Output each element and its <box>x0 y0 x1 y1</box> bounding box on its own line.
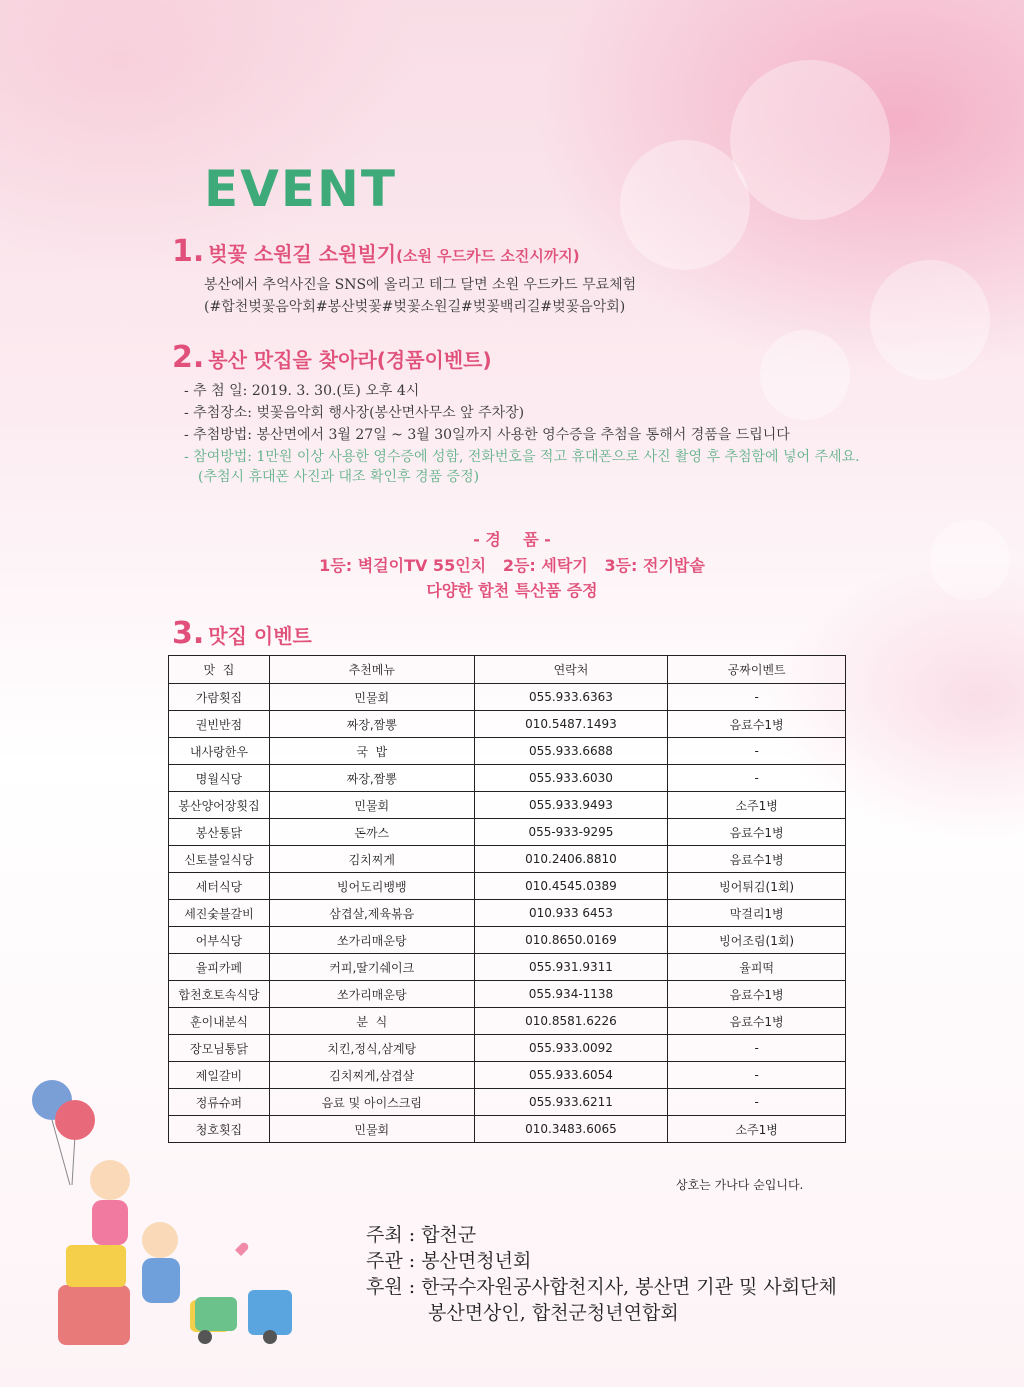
free-event-cell: - <box>668 1062 846 1089</box>
menu-cell: 국 밥 <box>269 738 474 765</box>
phone-cell: 010.2406.8810 <box>474 846 668 873</box>
restaurant-name-cell: 권빈반점 <box>169 711 270 738</box>
phone-cell: 055.933.0092 <box>474 1035 668 1062</box>
table-row <box>169 684 846 711</box>
restaurant-name-cell: 명월식당 <box>169 765 270 792</box>
menu-cell: 쏘가리매운탕 <box>269 927 474 954</box>
free-event-cell: - <box>668 684 846 711</box>
phone-cell: 010.3483.6065 <box>474 1116 668 1143</box>
menu-cell: 음료 및 아이스크림 <box>269 1089 474 1116</box>
draw-place-line: - 추첨장소: 벚꽃음악회 행사장(봉산면사무소 앞 주차장) <box>184 405 525 421</box>
page-title: EVENT <box>204 160 397 218</box>
column-header: 연락처 <box>474 656 668 684</box>
section1-number: 1. <box>172 234 205 269</box>
restaurant-name-cell: 세터식당 <box>169 873 270 900</box>
restaurant-name-cell: 정류슈퍼 <box>169 1089 270 1116</box>
menu-cell: 민물회 <box>269 1116 474 1143</box>
free-event-cell: 빙어조림(1회) <box>668 927 846 954</box>
restaurant-name-cell: 훈이내분식 <box>169 1008 270 1035</box>
table-row <box>169 846 846 873</box>
table-row <box>169 900 846 927</box>
table-row <box>169 792 846 819</box>
phone-cell: 055.933.6030 <box>474 765 668 792</box>
phone-cell: 055.933.9493 <box>474 792 668 819</box>
phone-cell: 055.933.6688 <box>474 738 668 765</box>
free-event-cell: 소주1병 <box>668 1116 846 1143</box>
free-event-cell: 막걸리1병 <box>668 900 846 927</box>
free-event-cell: 율피떡 <box>668 954 846 981</box>
bokeh-decoration <box>760 330 850 420</box>
phone-cell: 010.8650.0169 <box>474 927 668 954</box>
section3-title: 맛집 이벤트 <box>208 624 312 648</box>
restaurant-name-cell: 봉산통닭 <box>169 819 270 846</box>
phone-cell: 055.931.9311 <box>474 954 668 981</box>
restaurant-name-cell: 가람횟집 <box>169 684 270 711</box>
restaurant-name-cell: 내사랑한우 <box>169 738 270 765</box>
table-row <box>169 1008 846 1035</box>
menu-cell: 삼겹살,제육볶음 <box>269 900 474 927</box>
credits-organizer: 주관 : 봉산면청년회 <box>366 1250 532 1272</box>
participation-line: - 참여방법: 1만원 이상 사용한 영수증에 성함, 전화번호을 적고 휴대폰으로 사진 촬영 후 추첨함에 넣어 주세요. <box>184 449 860 465</box>
restaurant-table <box>168 655 846 1143</box>
free-event-cell: 소주1병 <box>668 792 846 819</box>
table-row <box>169 765 846 792</box>
kids-illustration <box>30 1075 310 1355</box>
credits-sponsor: 후원 : 한국수자원공사합천지사, 봉산면 기관 및 사회단체 <box>366 1276 837 1298</box>
section2-number: 2. <box>172 340 205 375</box>
column-header: 공짜이벤트 <box>668 656 846 684</box>
restaurant-name-cell: 율피카페 <box>169 954 270 981</box>
table-row <box>169 954 846 981</box>
section1-line1: 봉산에서 추억사진을 SNS에 올리고 테그 달면 소원 우드카드 무료체험 <box>204 277 637 293</box>
table-row <box>169 738 846 765</box>
section1-subtitle: (소원 우드카드 소진시까지) <box>396 247 580 265</box>
bokeh-decoration <box>730 60 890 220</box>
section1-title: 벚꽃 소원길 소원빌기 <box>208 242 397 266</box>
menu-cell: 빙어도리뱅뱅 <box>269 873 474 900</box>
draw-date-line: - 추 첨 일: 2019. 3. 30.(토) 오후 4시 <box>184 383 420 399</box>
credits-sponsor-cont: 봉산면상인, 합천군청년연합회 <box>428 1302 679 1324</box>
prize-line1: 1등: 벽걸이TV 55인치 2등: 세탁기 3등: 전기밥솥 <box>319 556 705 575</box>
free-event-cell: 음료수1병 <box>668 846 846 873</box>
menu-cell: 김치찌게,삼겹살 <box>269 1062 474 1089</box>
column-header: 맛 집 <box>169 656 270 684</box>
restaurant-name-cell: 어부식당 <box>169 927 270 954</box>
table-row <box>169 927 846 954</box>
bokeh-decoration <box>870 260 990 380</box>
section2-heading <box>172 340 492 375</box>
table-row <box>169 711 846 738</box>
table-header-row <box>169 656 846 684</box>
restaurant-name-cell: 청호횟집 <box>169 1116 270 1143</box>
section1-heading <box>172 234 580 269</box>
phone-cell: 055-933-9295 <box>474 819 668 846</box>
phone-cell: 055.933.6054 <box>474 1062 668 1089</box>
restaurant-name-cell: 장모님통닭 <box>169 1035 270 1062</box>
section3-number: 3. <box>172 616 205 651</box>
menu-cell: 쏘가리매운탕 <box>269 981 474 1008</box>
menu-cell: 김치찌게 <box>269 846 474 873</box>
draw-method-line: - 추첨방법: 봉산면에서 3월 27일 ~ 3월 30일까지 사용한 영수증을 추첨을 통해서 경품을 드립니다 <box>184 427 790 443</box>
menu-cell: 짜장,짬뽕 <box>269 711 474 738</box>
restaurant-name-cell: 제일갈비 <box>169 1062 270 1089</box>
table-row <box>169 1035 846 1062</box>
menu-cell: 치킨,정식,삼계탕 <box>269 1035 474 1062</box>
column-header: 추천메뉴 <box>269 656 474 684</box>
table-row <box>169 819 846 846</box>
free-event-cell: 음료수1병 <box>668 1008 846 1035</box>
free-event-cell: - <box>668 1089 846 1116</box>
section3-heading <box>172 616 312 651</box>
phone-cell: 055.933.6211 <box>474 1089 668 1116</box>
free-event-cell: 빙어튀김(1회) <box>668 873 846 900</box>
menu-cell: 커피,딸기쉐이크 <box>269 954 474 981</box>
table-row <box>169 981 846 1008</box>
menu-cell: 분 식 <box>269 1008 474 1035</box>
menu-cell: 민물회 <box>269 684 474 711</box>
sort-note: 상호는 가나다 순입니다. <box>676 1178 804 1192</box>
credits-host: 주최 : 합천군 <box>366 1224 477 1246</box>
phone-cell: 010.8581.6226 <box>474 1008 668 1035</box>
section2-title: 봉산 맛집을 찾아라(경품이벤트) <box>208 348 492 372</box>
free-event-cell: 음료수1병 <box>668 981 846 1008</box>
free-event-cell: - <box>668 1035 846 1062</box>
free-event-cell: 음료수1병 <box>668 711 846 738</box>
menu-cell: 민물회 <box>269 792 474 819</box>
participation-note: (추첨시 휴대폰 사진과 대조 확인후 경품 증정) <box>198 469 480 485</box>
free-event-cell: - <box>668 738 846 765</box>
phone-cell: 055.934-1138 <box>474 981 668 1008</box>
free-event-cell: - <box>668 765 846 792</box>
phone-cell: 055.933.6363 <box>474 684 668 711</box>
prize-heading: - 경 품 - <box>473 530 551 549</box>
phone-cell: 010.4545.0389 <box>474 873 668 900</box>
balloon-icon <box>55 1100 95 1140</box>
restaurant-name-cell: 세진숯불갈비 <box>169 900 270 927</box>
bokeh-decoration <box>620 140 750 270</box>
restaurant-name-cell: 합천호토속식당 <box>169 981 270 1008</box>
restaurant-name-cell: 신토불일식당 <box>169 846 270 873</box>
table-row <box>169 873 846 900</box>
menu-cell: 짜장,짬뽕 <box>269 765 474 792</box>
free-event-cell: 음료수1병 <box>668 819 846 846</box>
section1-line2: (#합천벚꽃음악회#봉산벚꽃#벚꽃소원길#벚꽃백리길#벚꽃음악회) <box>204 299 626 315</box>
prize-line2: 다양한 합천 특산품 증정 <box>426 581 598 600</box>
phone-cell: 010.933 6453 <box>474 900 668 927</box>
phone-cell: 010.5487.1493 <box>474 711 668 738</box>
menu-cell: 돈까스 <box>269 819 474 846</box>
restaurant-name-cell: 봉산양어장횟집 <box>169 792 270 819</box>
